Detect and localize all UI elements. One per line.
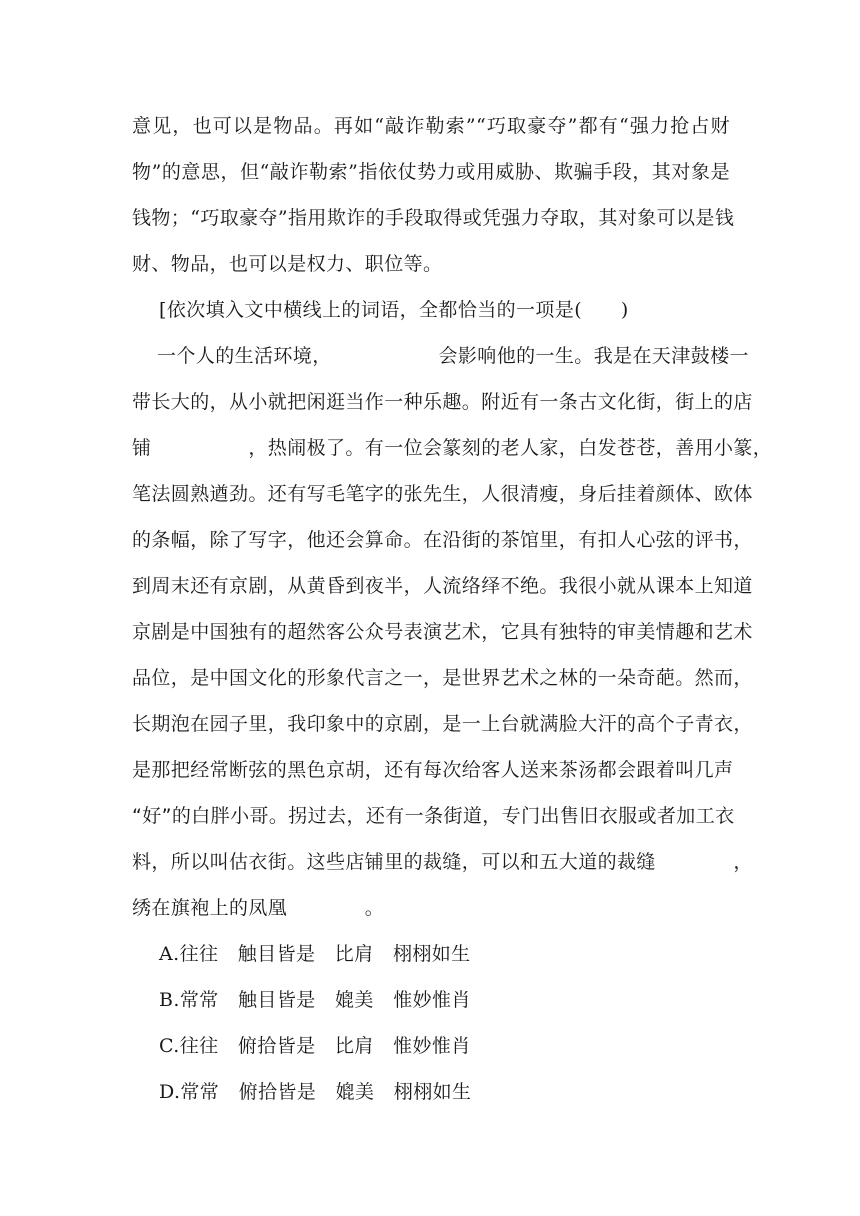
passage-line-9: 长期泡在园子里，我印象中的京剧，是一上台就满脸大汗的高个子青衣， xyxy=(132,713,753,735)
passage-line-3: 铺 ，热闹极了。有一位会篆刻的老人家，白发苍苍，善用小篆， xyxy=(132,437,773,459)
passage-line-8: 品位，是中国文化的形象代言之一，是世界艺术之林的一朵奇葩。然而， xyxy=(132,667,753,689)
option-text: 往往 俯拾皆是 比肩 惟妙惟肖 xyxy=(179,1035,471,1057)
passage-line-7: 京剧是中国独有的超然客公众号表演艺术，它具有独特的审美情趣和艺术 xyxy=(132,621,753,643)
option-label: C. xyxy=(159,1035,180,1057)
option-text: 常常 触目皆是 媲美 惟妙惟肖 xyxy=(179,989,471,1011)
explanation-line-3: 钱物；“巧取豪夺”指用欺诈的手段取得或凭强力夺取，其对象可以是钱 xyxy=(132,207,735,229)
option-text: 常常 俯拾皆是 媲美 栩栩如生 xyxy=(180,1081,472,1103)
option-c[interactable] xyxy=(159,1033,471,1059)
passage-line-6: 到周末还有京剧，从黄昏到夜半，人流络绎不绝。我很小就从课本上知道 xyxy=(132,575,753,597)
passage-line-10: 是那把经常断弦的黑色京胡，还有每次给客人送来茶汤都会跟着叫几声 xyxy=(132,759,734,781)
explanation-line-1: 意见，也可以是物品。再如“敲诈勒索”“巧取豪夺”都有“强力抢占财 xyxy=(132,115,730,137)
passage-line-2: 带长大的，从小就把闲逛当作一种乐趣。附近有一条古文化街，街上的店 xyxy=(132,391,753,413)
option-a[interactable] xyxy=(159,941,471,967)
option-label: B. xyxy=(159,989,180,1011)
explanation-line-2: 物”的意思，但“敲诈勒索”指依仗势力或用威胁、欺骗手段，其对象是 xyxy=(132,161,730,183)
option-d[interactable] xyxy=(159,1079,471,1105)
passage-line-13: 绣在旗袍上的凤凰 。 xyxy=(132,897,385,919)
passage-line-5: 的条幅，除了写字，他还会算命。在沿街的茶馆里，有扣人心弦的评书， xyxy=(132,529,753,551)
passage-line-1: 一个人的生活环境， 会影响他的一生。我是在天津鼓楼一 xyxy=(157,345,749,367)
option-label: D. xyxy=(159,1081,181,1103)
passage-line-4: 笔法圆熟遒劲。还有写毛笔字的张先生，人很清瘦，身后挂着颜体、欧体 xyxy=(132,483,753,505)
question-prompt: [依次填入文中横线上的词语，全都恰当的一项是( ) xyxy=(159,299,629,321)
explanation-line-4: 财、物品，也可以是权力、职位等。 xyxy=(132,253,443,275)
option-b[interactable] xyxy=(159,987,471,1013)
option-label: A. xyxy=(159,943,180,965)
passage-line-12: 料，所以叫估衣街。这些店铺里的裁缝，可以和五大道的裁缝 ， xyxy=(132,851,753,873)
option-text: 往往 触目皆是 比肩 栩栩如生 xyxy=(179,943,471,965)
passage-line-11: “好”的白胖小哥。拐过去，还有一条街道，专门出售旧衣服或者加工衣 xyxy=(132,805,735,827)
